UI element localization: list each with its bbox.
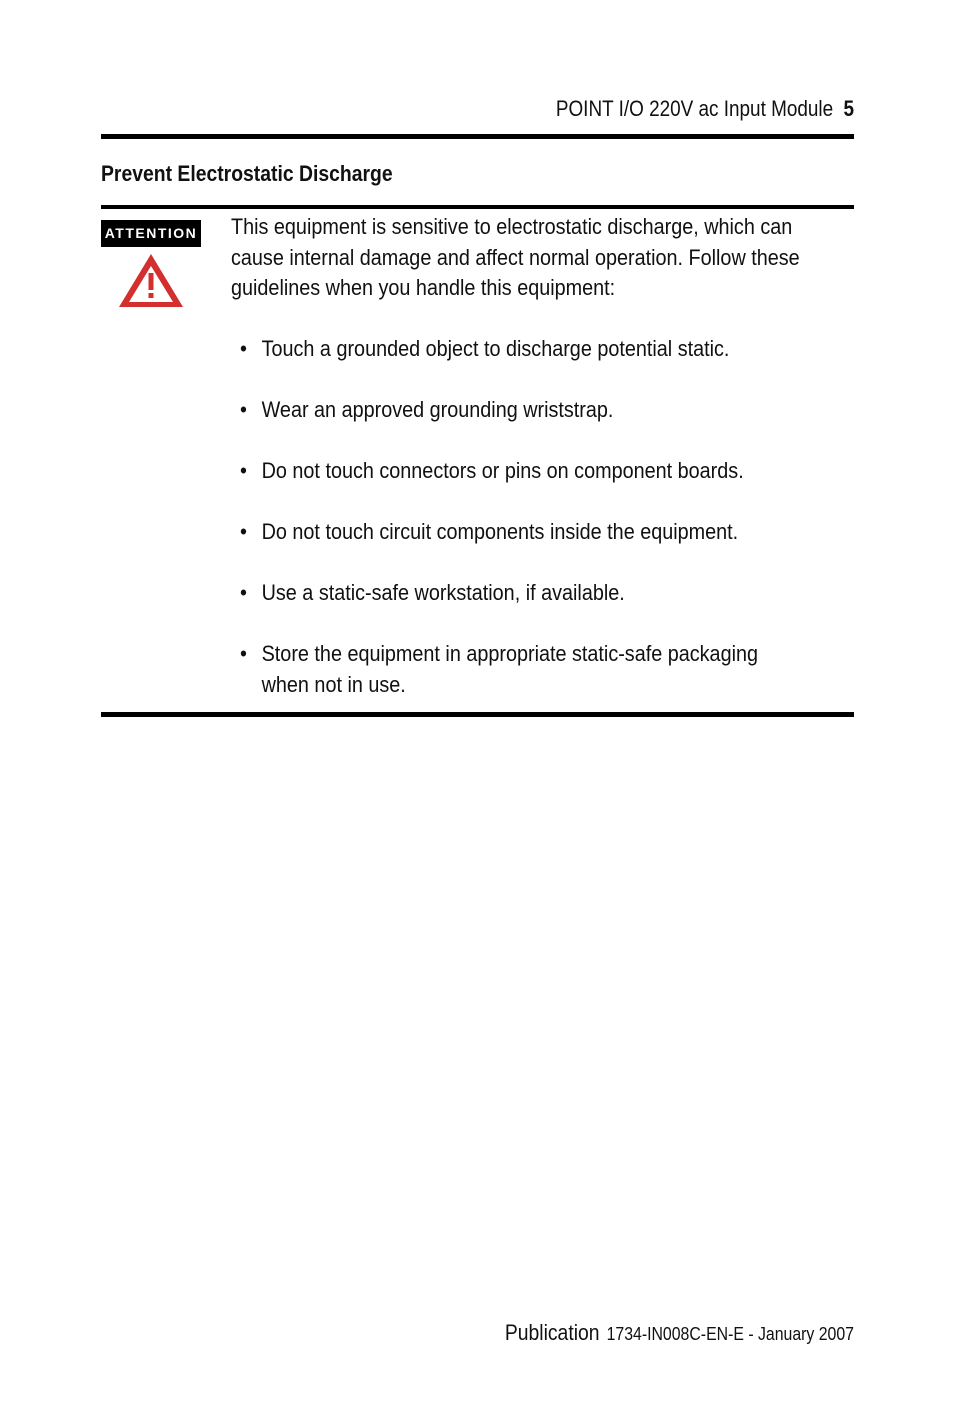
attention-body [231,212,807,700]
attention-intro: This equipment is sensitive to electrostatic discharge, which can cause internal damage and affect normal operation. Follow these guidelines when you handle this equipment: [231,214,800,300]
guideline-item: • Do not touch connectors or pins on component boards. [231,456,807,487]
guideline-item: • Wear an approved grounding wriststrap. [231,395,807,426]
guideline-item: • Use a static-safe workstation, if available. [231,578,807,609]
page-number: 5 [843,96,854,121]
footer-label: Publication [504,1320,600,1345]
section-heading: Prevent Electrostatic Discharge [101,161,393,186]
guideline-list [231,334,807,700]
guideline-item: • Do not touch circuit components inside the equipment. [231,517,807,548]
guideline-item: • Store the equipment in appropriate static-safe packaging when not in use. [231,639,807,700]
footer [191,1316,854,1353]
guideline-item: • Touch a grounded object to discharge potential static. [231,334,807,365]
warning-triangle-icon [116,250,186,310]
header-title: POINT I/O 220V ac Input Module [555,96,834,121]
publication-number: 1734-IN008C-EN-E - January 2007 [606,1324,854,1344]
warning-exclamation-dot [149,293,154,298]
attention-badge: ATTENTION [101,220,201,247]
attention-box-top-rule [101,205,854,209]
running-header [206,92,854,126]
warning-exclamation-bar [149,273,154,290]
attention-box-bottom-rule [101,712,854,717]
header-rule [101,134,854,139]
